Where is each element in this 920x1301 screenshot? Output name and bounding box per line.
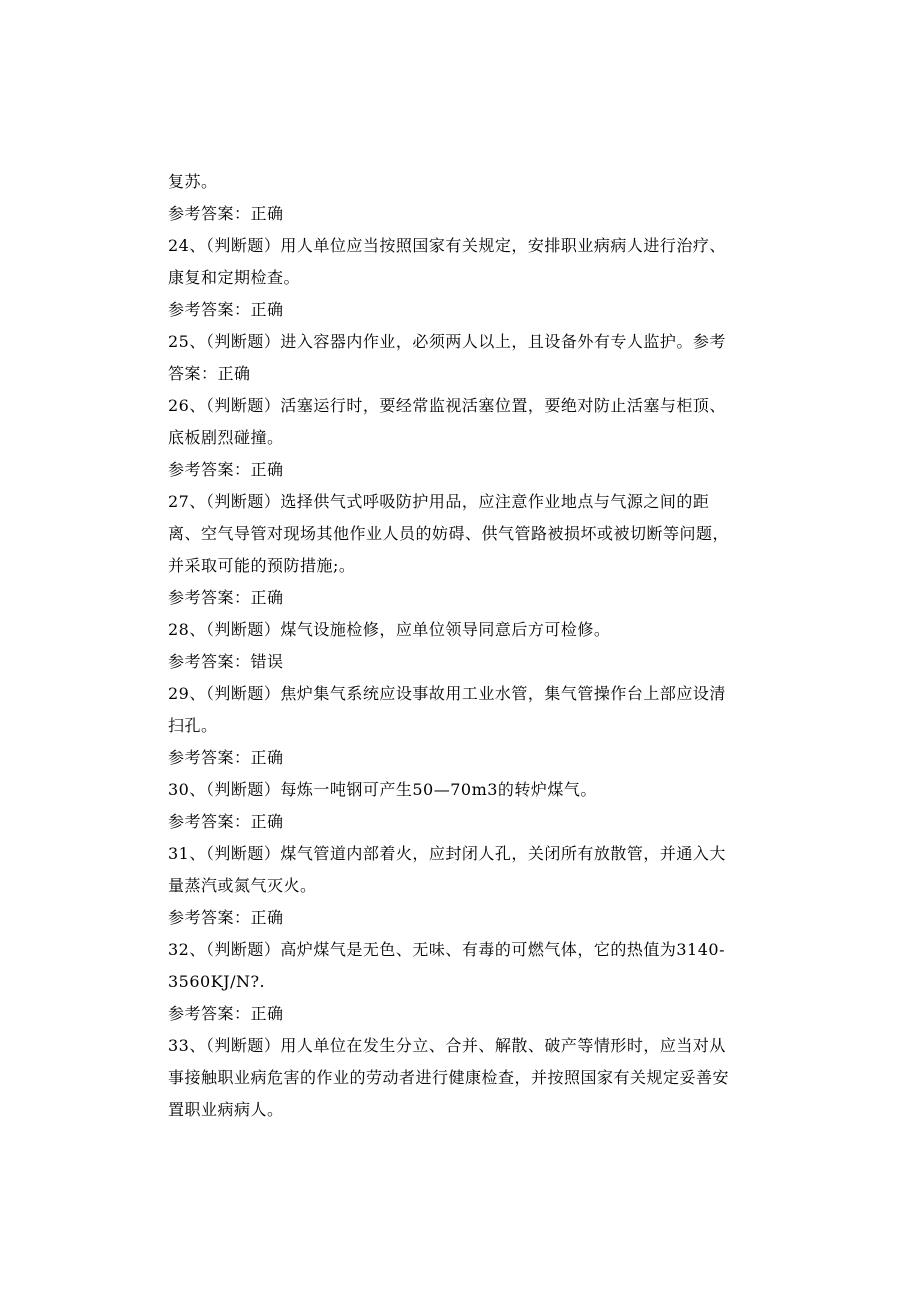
question-line: 25、（判断题）进入容器内作业，必须两人以上，且设备外有专人监护。参考 <box>168 332 726 351</box>
question-line: 26、（判断题）活塞运行时，要经常监视活塞位置，要绝对防止活塞与柜顶、 <box>168 396 726 415</box>
question-line: 32、（判断题）高炉煤气是无色、无味、有毒的可燃气体，它的热值为3140- <box>168 940 725 959</box>
question-line: 31、（判断题）煤气管道内部着火，应封闭人孔，关闭所有放散管，并通入大 <box>168 844 726 863</box>
answer-line: 参考答案：错误 <box>168 652 284 671</box>
answer-line: 参考答案：正确 <box>168 300 284 319</box>
text-line: 康复和定期检查。 <box>168 268 301 287</box>
text-line: 扫孔。 <box>168 716 218 735</box>
text-line: 底板剧烈碰撞。 <box>168 428 284 447</box>
text-line: 事接触职业病危害的作业的劳动者进行健康检查，并按照国家有关规定妥善安 <box>168 1068 730 1087</box>
answer-line: 答案：正确 <box>168 364 251 383</box>
answer-line: 参考答案：正确 <box>168 812 284 831</box>
document-body <box>168 166 752 1126</box>
answer-line: 参考答案：正确 <box>168 748 284 767</box>
text-line: 置职业病病人。 <box>168 1100 284 1119</box>
answer-line: 参考答案：正确 <box>168 588 284 607</box>
text-line: 离、空气导管对现场其他作业人员的妨碍、供气管路被损坏或被切断等问题， <box>168 524 730 543</box>
text-line: 复苏。 <box>168 172 218 191</box>
question-line: 30、（判断题）每炼一吨钢可产生50—70m3的转炉煤气。 <box>168 780 597 799</box>
answer-line: 参考答案：正确 <box>168 460 284 479</box>
question-line: 28、（判断题）煤气设施检修，应单位领导同意后方可检修。 <box>168 620 611 639</box>
question-line: 33、（判断题）用人单位在发生分立、合并、解散、破产等情形时，应当对从 <box>168 1036 726 1055</box>
answer-line: 参考答案：正确 <box>168 1004 284 1023</box>
answer-line: 参考答案：正确 <box>168 204 284 223</box>
question-line: 29、（判断题）焦炉集气系统应设事故用工业水管，集气管操作台上部应设清 <box>168 684 726 703</box>
answer-line: 参考答案：正确 <box>168 908 284 927</box>
text-line: 量蒸汽或氮气灭火。 <box>168 876 317 895</box>
question-line: 24、（判断题）用人单位应当按照国家有关规定，安排职业病病人进行治疗、 <box>168 236 726 255</box>
question-line: 27、（判断题）选择供气式呼吸防护用品，应注意作业地点与气源之间的距 <box>168 492 710 511</box>
text-line: 并采取可能的预防措施;。 <box>168 556 356 575</box>
text-line: 3560KJ/N?. <box>168 972 266 991</box>
